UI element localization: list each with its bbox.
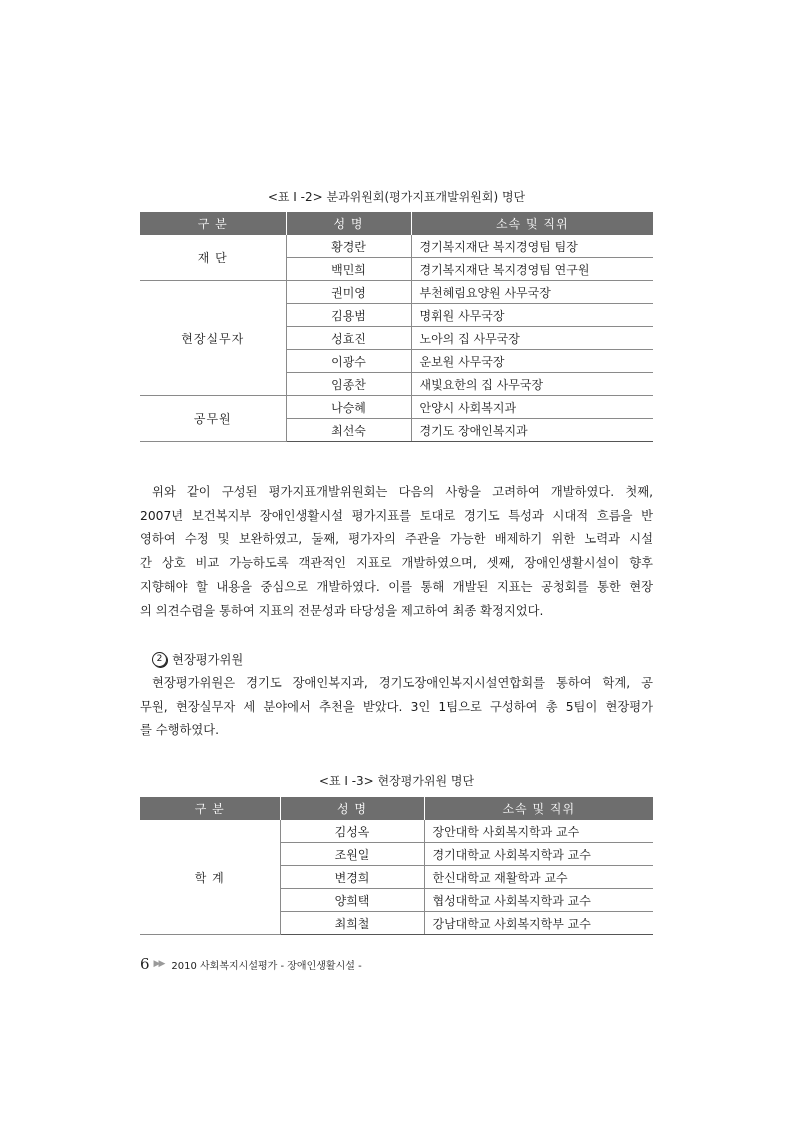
header-affiliation: 소속 및 직위: [411, 212, 653, 235]
member-name: 성효진: [286, 327, 411, 350]
paragraph-line: 영하여 수정 및 보완하였고, 둘째, 평가자의 주관을 가능한 배제하기 위한 노력과 시설: [140, 532, 653, 547]
member-affiliation: 안양시 사회복지과: [411, 396, 653, 419]
table-row: [140, 396, 653, 419]
paragraph-line: 2007년 보건복지부 장애인생활시설 평가지표를 토대로 경기도 특성과 시대적 흐름을 반: [140, 508, 653, 523]
member-name: 김성옥: [280, 820, 424, 843]
paragraph-line: 현장평가위원은 경기도 장애인복지과, 경기도장애인복지시설연합회를 통하여 학계, 공: [152, 676, 653, 690]
member-affiliation: 운보원 사무국장: [411, 350, 653, 373]
table1-caption: <표 Ⅰ -2> 분과위원회(평가지표개발위원회) 명단: [267, 190, 526, 204]
member-name: 조원일: [280, 843, 424, 866]
group-label: 현장실무자: [140, 281, 286, 396]
table-row: [140, 281, 653, 304]
member-affiliation: 명휘원 사무국장: [411, 304, 653, 327]
member-name: 임종찬: [286, 373, 411, 396]
member-name: 최희철: [280, 912, 424, 935]
member-affiliation: 새빛요한의 집 사무국장: [411, 373, 653, 396]
header-category: 구 분: [140, 212, 286, 235]
section-heading: [152, 650, 243, 668]
member-name: 양희택: [280, 889, 424, 912]
member-affiliation: 경기복지재단 복지경영팀 연구원: [411, 258, 653, 281]
member-name: 이광수: [286, 350, 411, 373]
group-label: 재 단: [140, 235, 286, 281]
member-affiliation: 부천혜림요양원 사무국장: [411, 281, 653, 304]
table2-field-evaluators: [140, 797, 653, 935]
header-category: 구 분: [140, 797, 280, 820]
member-affiliation: 노아의 집 사무국장: [411, 327, 653, 350]
circled-number-icon: 2: [152, 652, 167, 667]
header-name: 성 명: [280, 797, 424, 820]
group-label: 학 계: [140, 820, 280, 935]
table1-header-row: [140, 212, 653, 235]
member-affiliation: 강남대학교 사회복지학부 교수: [424, 912, 653, 935]
member-affiliation: 한신대학교 재활학과 교수: [424, 866, 653, 889]
page-number: 6: [140, 955, 150, 973]
paragraph-line: 무원, 현장실무자 세 분야에서 추천을 받았다. 3인 1팀으로 구성하여 총 5팀이 현장평가: [140, 699, 653, 714]
table2-caption: <표 Ⅰ -3> 현장평가위원 명단: [318, 774, 475, 788]
paragraph-line: 지향해야 할 내용을 중심으로 개발하였다. 이를 통해 개발된 지표는 공청회를 통한 현장: [140, 579, 653, 594]
member-name: 변경희: [280, 866, 424, 889]
header-affiliation: 소속 및 직위: [424, 797, 653, 820]
table2-header-row: [140, 797, 653, 820]
member-name: 황경란: [286, 235, 411, 258]
member-affiliation: 경기대학교 사회복지학과 교수: [424, 843, 653, 866]
double-arrow-icon: ▶▶: [153, 959, 164, 969]
paragraph-2: [140, 672, 653, 743]
paragraph-line: 간 상호 비교 가능하도록 객관적인 지표로 개발하였으며, 셋째, 장애인생활시설이 향후: [140, 556, 653, 571]
paragraph-line: 위와 같이 구성된 평가지표개발위원회는 다음의 사항을 고려하여 개발하였다. 첫째,: [152, 485, 653, 499]
table-row: [140, 820, 653, 843]
member-name: 나승혜: [286, 396, 411, 419]
paragraph-line: 의 의견수렴을 통하여 지표의 전문성과 타당성을 제고하여 최종 확정지었다.: [140, 603, 544, 618]
header-name: 성 명: [286, 212, 411, 235]
member-name: 권미영: [286, 281, 411, 304]
group-label: 공무원: [140, 396, 286, 442]
member-affiliation: 경기도 장애인복지과: [411, 419, 653, 442]
footer-text: 2010 사회복지시설평가 - 장애인생활시설 -: [171, 960, 362, 972]
table-row: [140, 235, 653, 258]
member-affiliation: 협성대학교 사회복지학과 교수: [424, 889, 653, 912]
paragraph-1: [140, 481, 653, 623]
member-name: 백민희: [286, 258, 411, 281]
page-footer: [140, 955, 362, 973]
section-title: 현장평가위원: [172, 653, 244, 667]
paragraph-line: 를 수행하였다.: [140, 723, 220, 738]
member-name: 김용범: [286, 304, 411, 327]
member-affiliation: 경기복지재단 복지경영팀 팀장: [411, 235, 653, 258]
table1-committee-list: [140, 212, 653, 442]
member-affiliation: 장안대학 사회복지학과 교수: [424, 820, 653, 843]
member-name: 최선숙: [286, 419, 411, 442]
